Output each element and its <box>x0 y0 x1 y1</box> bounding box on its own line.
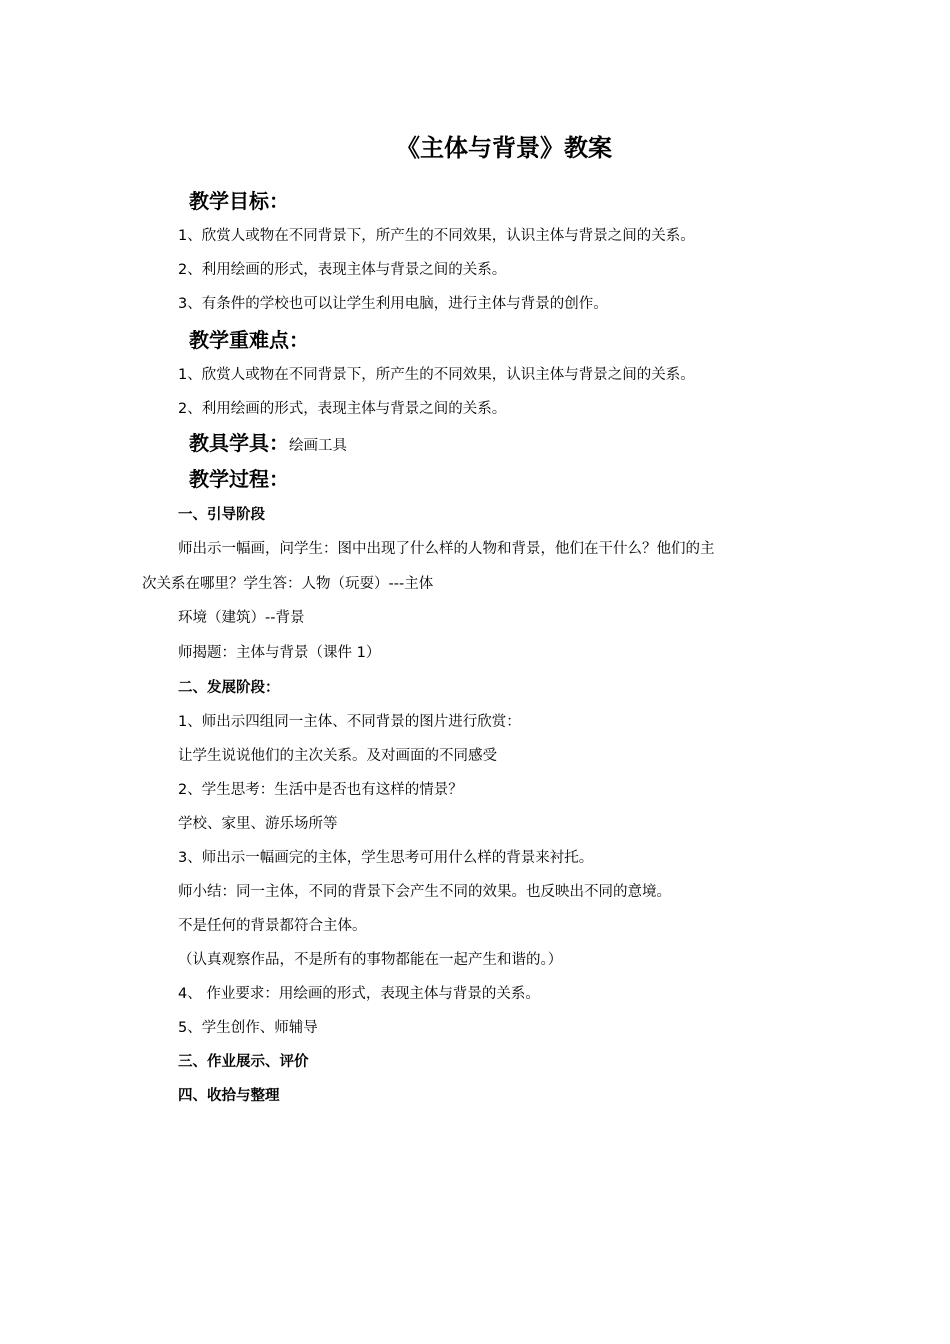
stage2-line: 学校、家里、游乐场所等 <box>178 816 338 832</box>
stage2-line: （认真观察作品，不是所有的事物都能在一起产生和谐的。） <box>178 952 563 968</box>
stage2-line: 4、 作业要求：用绘画的形式，表现主体与背景的关系。 <box>178 986 540 1002</box>
stage3-heading: 三、作业展示、评价 <box>178 1054 309 1070</box>
tools-heading-line <box>189 428 347 461</box>
stage4-heading: 四、收拾与整理 <box>178 1088 280 1104</box>
objectives-heading: 教学目标： <box>189 189 289 213</box>
objective-item: 3、有条件的学校也可以让学生利用电脑，进行主体与背景的创作。 <box>178 296 608 312</box>
objective-item: 1、欣赏人或物在不同背景下，所产生的不同效果，认识主体与背景之间的关系。 <box>178 228 695 244</box>
stage2-line: 不是任何的背景都符合主体。 <box>178 918 367 934</box>
document-title: 《主体与背景》教案 <box>396 133 612 162</box>
stage1-line: 师出示一幅画，问学生：图中出现了什么样的人物和背景，他们在干什么？他们的主 <box>178 541 715 557</box>
process-heading: 教学过程： <box>189 467 289 491</box>
objective-item: 2、利用绘画的形式，表现主体与背景之间的关系。 <box>178 262 507 278</box>
stage1-heading: 一、引导阶段 <box>178 507 265 523</box>
stage2-line: 3、师出示一幅画完的主体，学生思考可用什么样的背景来衬托。 <box>178 850 594 866</box>
tools-heading: 教具学具： <box>189 431 289 455</box>
stage2-line: 5、学生创作、师辅导 <box>178 1020 318 1036</box>
stage1-line: 师揭题：主体与背景（课件 1） <box>178 645 381 661</box>
tools-value: 绘画工具 <box>289 438 347 454</box>
stage1-line: 环境（建筑）--背景 <box>178 610 305 626</box>
stage2-line: 师小结：同一主体，不同的背景下会产生不同的效果。也反映出不同的意境。 <box>178 884 671 900</box>
key-point-item: 2、利用绘画的形式，表现主体与背景之间的关系。 <box>178 401 507 417</box>
key-points-heading: 教学重难点： <box>189 328 309 352</box>
stage2-line: 让学生说说他们的主次关系。及对画面的不同感受 <box>178 748 497 764</box>
stage2-line: 1、师出示四组同一主体、不同背景的图片进行欣赏： <box>178 714 521 730</box>
stage1-line: 次关系在哪里？学生答：人物（玩耍）---主体 <box>142 576 434 592</box>
stage2-line: 2、学生思考：生活中是否也有这样的情景？ <box>178 782 463 798</box>
key-point-item: 1、欣赏人或物在不同背景下，所产生的不同效果，认识主体与背景之间的关系。 <box>178 367 695 383</box>
stage2-heading: 二、发展阶段： <box>178 680 280 696</box>
